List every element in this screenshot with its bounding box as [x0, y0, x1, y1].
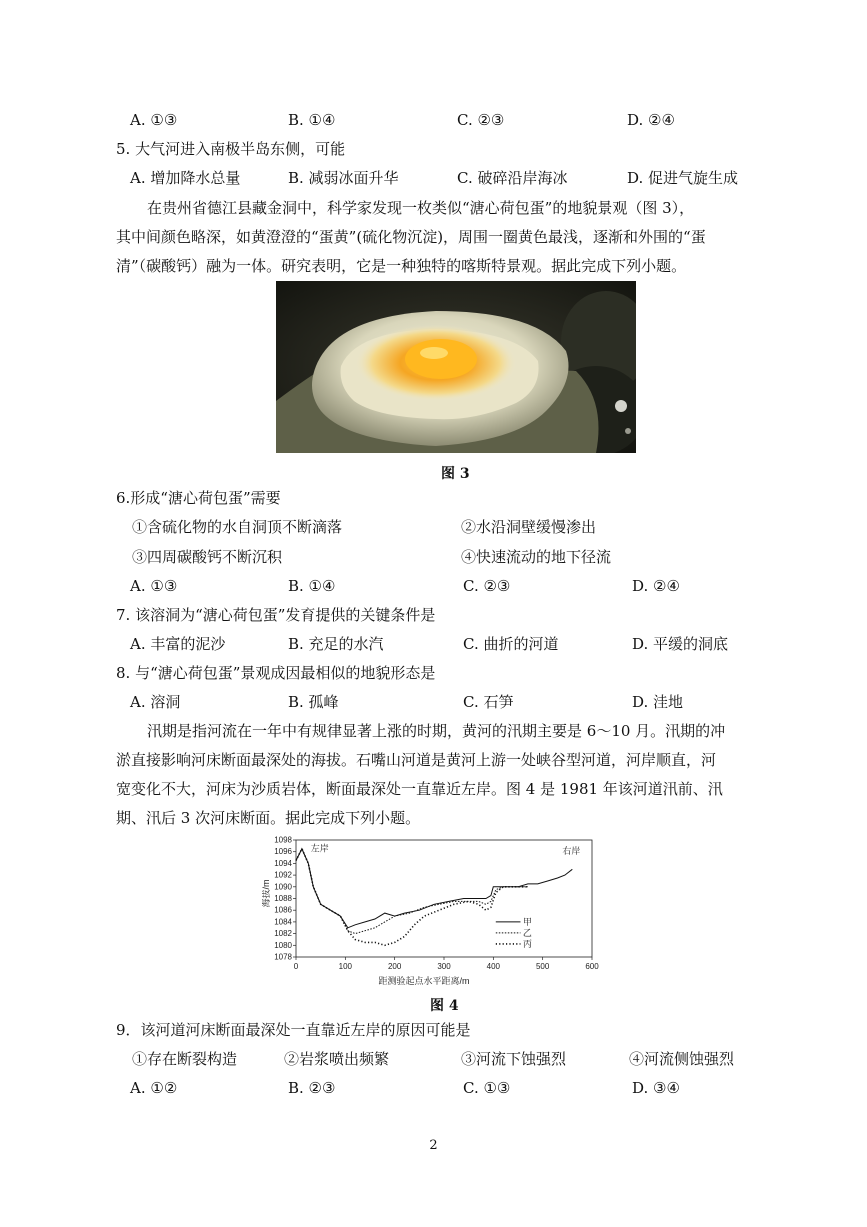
q7-option-c: C. 曲折的河道	[463, 635, 559, 653]
q8-option-b: B. 孤峰	[288, 693, 339, 711]
y-tick-label: 1088	[274, 894, 292, 903]
y-axis-label: 海拔/m	[262, 879, 271, 908]
x-tick-label: 0	[293, 962, 299, 971]
q9-statement-4: ④河流侧蚀强烈	[629, 1050, 735, 1068]
x-tick-label: 400	[486, 962, 501, 971]
q6-option-c: C. ②③	[463, 577, 511, 595]
right-bank-annotation: 右岸	[562, 846, 581, 857]
q6-stem: 6.形成“溏心荷包蛋”需要	[116, 489, 281, 507]
x-tick-label: 100	[338, 962, 353, 971]
q8-option-d: D. 洼地	[632, 693, 684, 711]
poached-egg-formation-image	[276, 281, 636, 453]
passage2-line-1: 汛期是指河流在一年中有规律显著上涨的时期，黄河的汛期主要是 6～10 月。汛期的冲	[147, 722, 726, 740]
q4-option-b: B. ①④	[288, 111, 336, 129]
q4-option-d: D. ②④	[627, 111, 675, 129]
fig4-caption: 图 4	[430, 998, 459, 1014]
q9-option-a: A. ①②	[130, 1079, 178, 1097]
q9-option-d: D. ③④	[632, 1079, 680, 1097]
left-bank-annotation: 左岸	[310, 843, 329, 854]
passage2-line-4: 期、汛后 3 次河床断面。据此完成下列小题。	[116, 809, 421, 827]
fig4-chart	[262, 834, 612, 994]
q9-stem: 9．该河道河床断面最深处一直靠近左岸的原因可能是	[116, 1021, 471, 1039]
q8-option-c: C. 石笋	[463, 693, 514, 711]
legend-label-2: 乙	[522, 927, 532, 938]
q9-statement-2: ②岩浆喷出频繁	[284, 1050, 390, 1068]
river-cross-section-chart	[262, 834, 612, 994]
legend-label-1: 甲	[522, 916, 532, 927]
legend-label-3: 丙	[522, 938, 532, 949]
q6-option-b: B. ①④	[288, 577, 336, 595]
x-tick-label: 200	[387, 962, 402, 971]
x-axis-label: 距测验起点水平距离/m	[378, 976, 470, 986]
passage2-line-2: 淤直接影响河床断面最深处的海拔。石嘴山河道是黄河上游一处峡谷型河道，河岸顺直，河	[116, 751, 717, 769]
y-tick-label: 1098	[274, 835, 292, 845]
q6-option-d: D. ②④	[632, 577, 680, 595]
y-tick-label: 1090	[274, 882, 292, 892]
fig3-cave-photo	[276, 281, 636, 453]
y-tick-label: 1082	[274, 929, 292, 939]
page-number: 2	[429, 1138, 438, 1153]
q4-option-a: A. ①③	[130, 111, 178, 129]
q7-option-a: A. 丰富的泥沙	[130, 635, 226, 653]
chart-labels	[262, 843, 580, 986]
q6-statement-3: ③四周碳酸钙不断沉积	[132, 548, 283, 566]
x-tick-label: 600	[585, 962, 599, 971]
q4-option-c: C. ②③	[457, 111, 505, 129]
y-tick-label: 1092	[274, 870, 292, 880]
y-tick-label: 1084	[274, 917, 292, 927]
q5-option-a: A. 增加降水总量	[130, 169, 241, 187]
q6-option-a: A. ①③	[130, 577, 178, 595]
q5-option-c: C. 破碎沿岸海冰	[457, 169, 568, 187]
q5-stem: 5. 大气河进入南极半岛东侧，可能	[116, 140, 346, 158]
q6-statement-1: ①含硫化物的水自洞顶不断滴落	[132, 518, 343, 536]
q7-option-d: D. 平缓的洞底	[632, 635, 729, 653]
q9-statement-1: ①存在断裂构造	[132, 1050, 238, 1068]
q9-option-b: B. ②③	[288, 1079, 336, 1097]
plot-frame	[296, 840, 592, 957]
q8-stem: 8. 与“溏心荷包蛋”景观成因最相似的地貌形态是	[116, 664, 436, 682]
y-tick-label: 1086	[274, 905, 292, 915]
q5-option-b: B. 减弱冰面升华	[288, 169, 399, 187]
series-line-2	[296, 849, 528, 934]
passage1-line-1: 在贵州省德江县藏金洞中，科学家发现一枚类似“溏心荷包蛋”的地貌景观（图 3），	[147, 199, 695, 217]
q7-stem: 7. 该溶洞为“溏心荷包蛋”发育提供的关键条件是	[116, 606, 436, 624]
passage1-line-2: 其中间颜色略深，如黄澄澄的“蛋黄”(硫化物沉淀)，周围一圈黄色最浅，逐渐和外围的“蛋	[116, 228, 706, 246]
y-tick-label: 1078	[274, 952, 292, 962]
y-tick-label: 1094	[274, 858, 292, 868]
q5-option-d: D. 促进气旋生成	[627, 169, 739, 187]
fig3-caption: 图 3	[441, 466, 470, 482]
y-tick-label: 1096	[274, 847, 292, 857]
chart-axes	[274, 836, 599, 972]
q6-statement-4: ④快速流动的地下径流	[461, 548, 612, 566]
x-tick-label: 300	[437, 962, 451, 971]
q9-statement-3: ③河流下蚀强烈	[461, 1050, 567, 1068]
q6-statement-2: ②水沿洞壁缓慢渗出	[461, 518, 597, 536]
q8-option-a: A. 溶洞	[130, 693, 181, 711]
passage2-line-3: 宽变化不大，河床为沙质岩体，断面最深处一直靠近左岸。图 4 是 1981 年该河道汛前、汛	[116, 780, 723, 798]
q7-option-b: B. 充足的水汽	[288, 635, 384, 653]
q9-option-c: C. ①③	[463, 1079, 511, 1097]
x-tick-label: 500	[535, 962, 550, 971]
passage1-line-3: 清”（碳酸钙）融为一体。研究表明，它是一种独特的喀斯特景观。据此完成下列小题。	[116, 257, 687, 275]
y-tick-label: 1080	[274, 940, 292, 950]
